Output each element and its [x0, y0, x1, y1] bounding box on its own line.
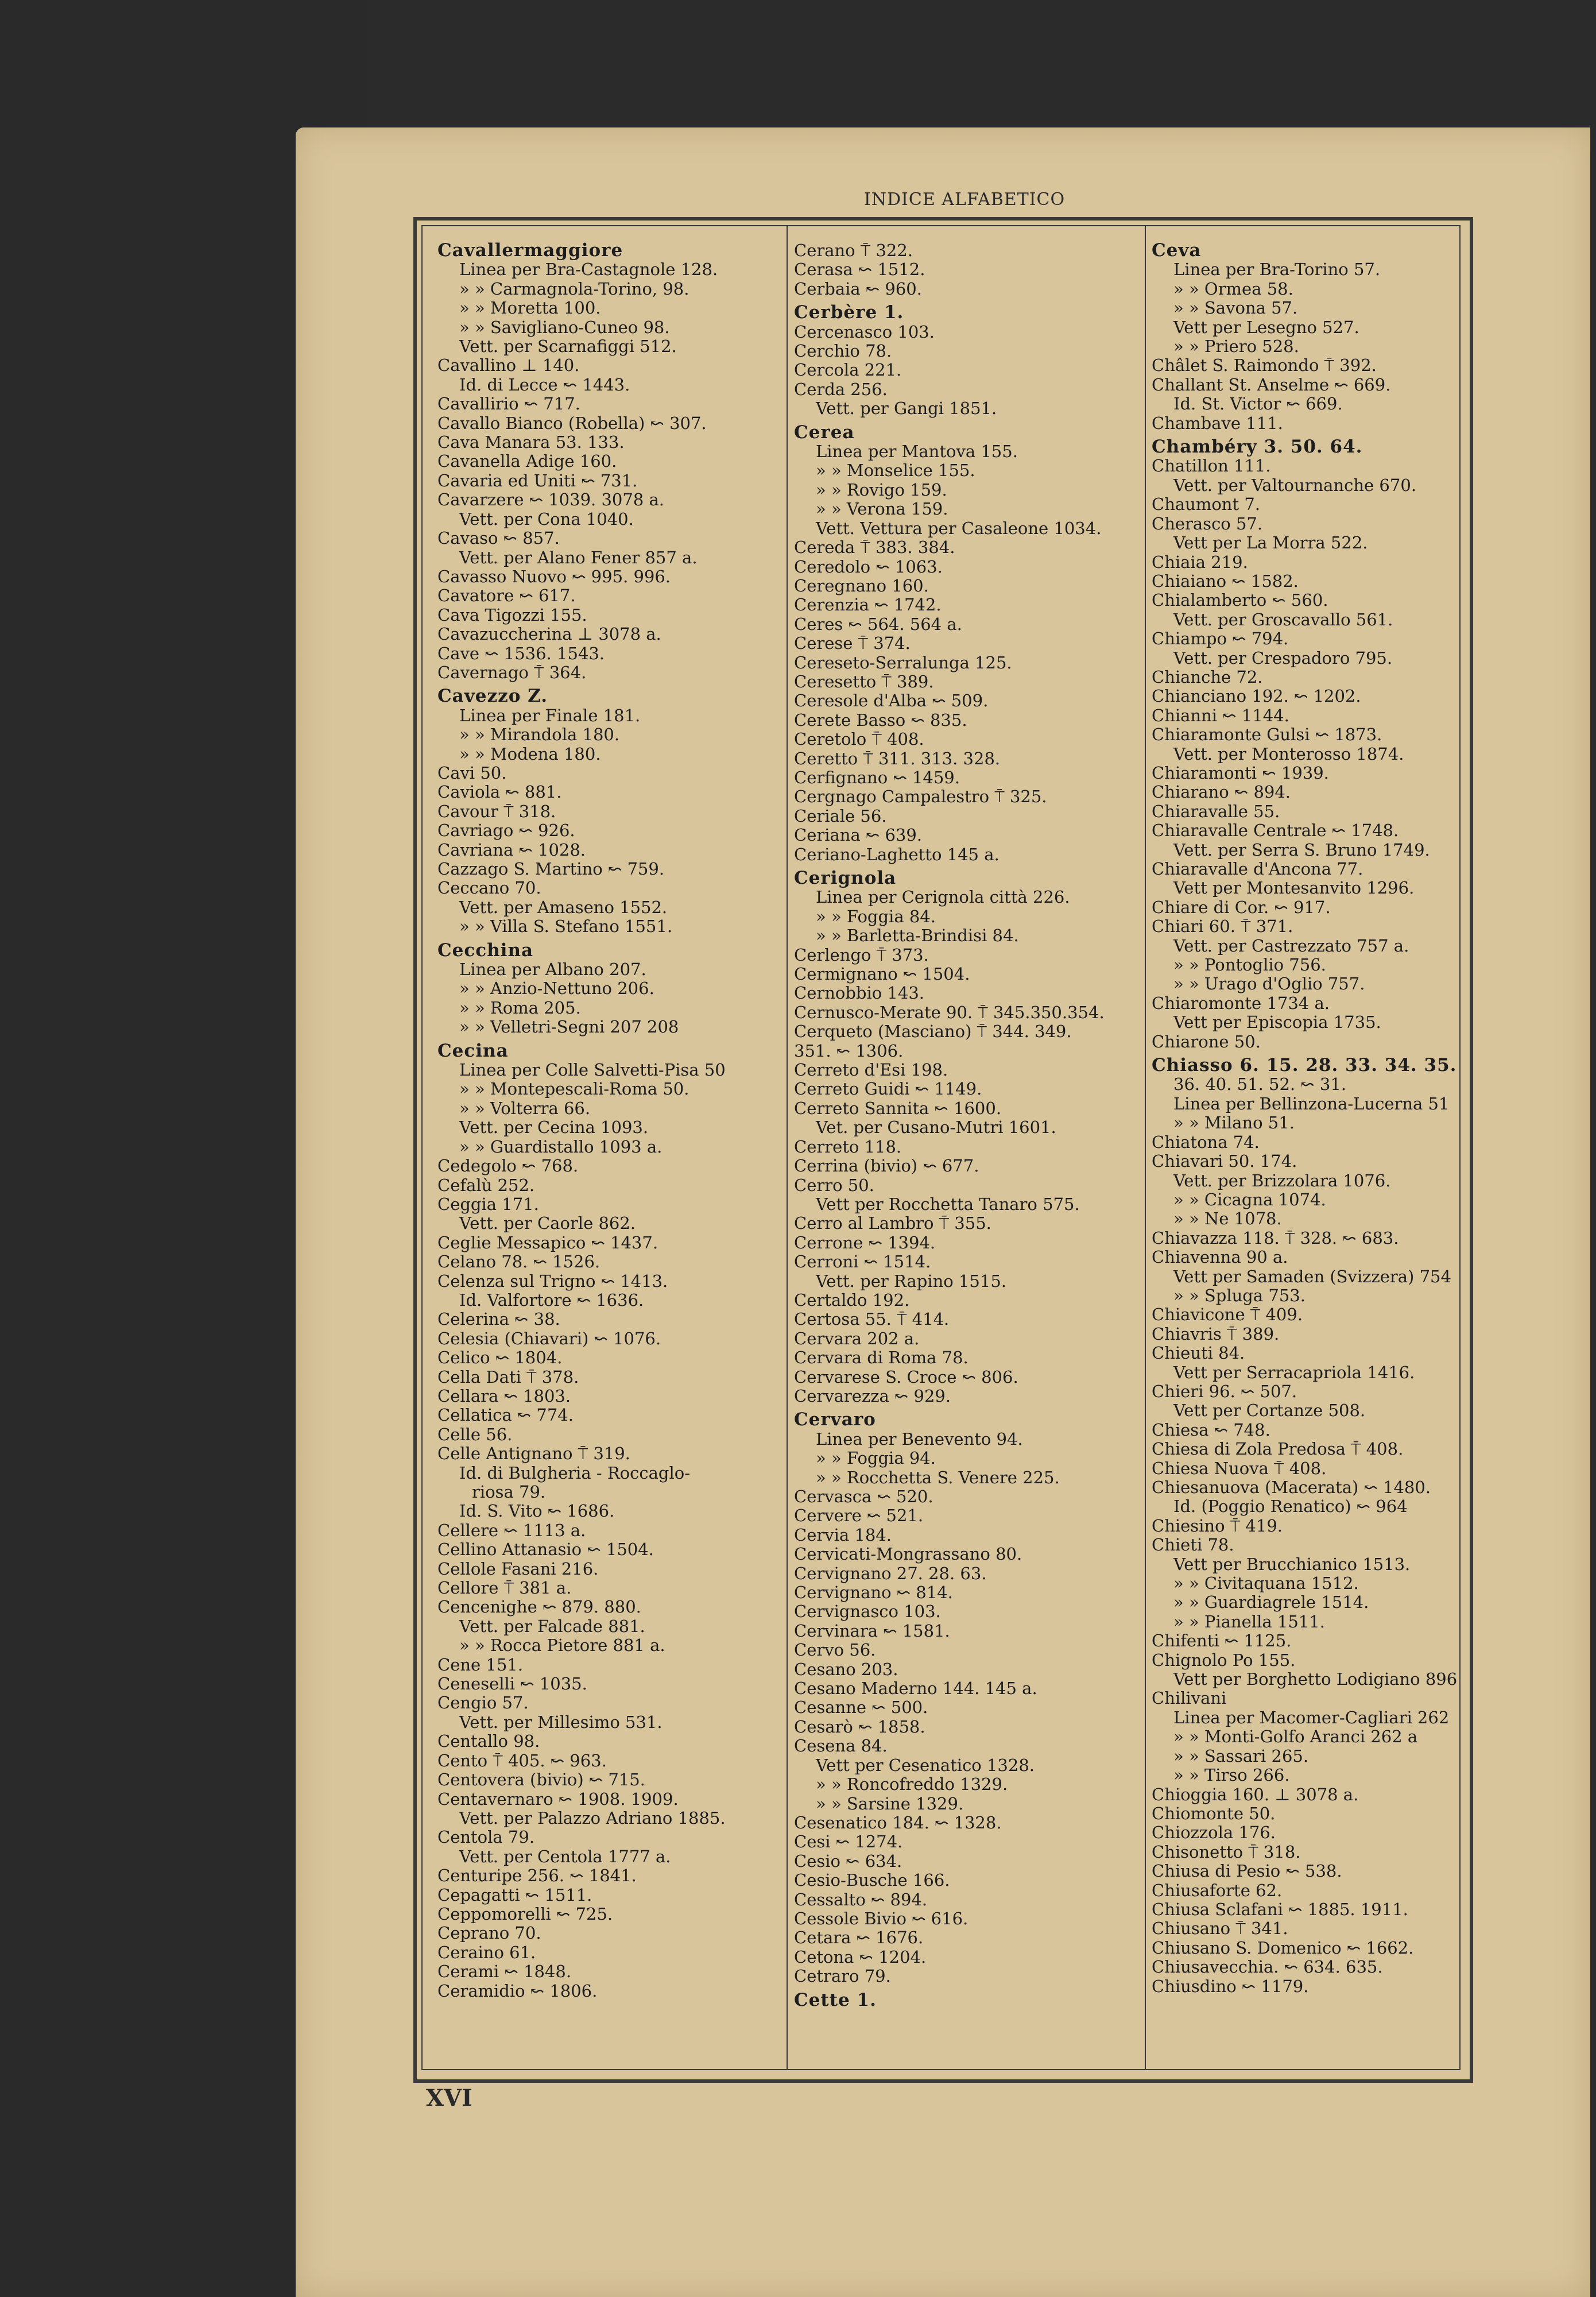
index-entry: Vett. per Centola 1777 a.: [459, 1847, 671, 1866]
index-entry: Cerasa ↜ 1512.: [794, 260, 925, 280]
index-entry: Cellino Attanasio ↜ 1504.: [437, 1540, 654, 1560]
index-entry: Centovera (bivio) ↜ 715.: [437, 1770, 645, 1790]
index-entry: Cesano 203.: [794, 1660, 898, 1679]
index-entry: Celerina ↜ 38.: [437, 1310, 560, 1329]
index-entry: Vett. per Monterosso 1874.: [1173, 744, 1404, 764]
index-entry: » » Foggia 84.: [816, 907, 936, 926]
index-entry: Cava Tigozzi 155.: [437, 605, 587, 625]
index-entry: » » Cicagna 1074.: [1173, 1190, 1326, 1209]
page-header: INDICE ALFABETICO: [863, 190, 1066, 210]
index-entry: Cavaso ↜ 857.: [437, 529, 560, 548]
index-entry: Centavernaro ↜ 1908. 1909.: [437, 1789, 679, 1809]
index-entry: Cavernago ⍑ 364.: [437, 663, 587, 682]
index-entry: Cermignano ↜ 1504.: [794, 965, 970, 984]
index-entry: Cavallino ⊥ 140.: [437, 356, 580, 376]
index-entry: » » Foggia 94.: [816, 1449, 936, 1468]
index-entry: » » Velletri-Segni 207 208: [459, 1018, 679, 1037]
index-entry: » » Guardiagrele 1514.: [1173, 1593, 1369, 1612]
index-entry: » » Ormea 58.: [1173, 279, 1293, 299]
index-entry: 351. ↜ 1306.: [794, 1041, 904, 1061]
index-entry: Chiavenna 90 a.: [1152, 1248, 1288, 1267]
index-entry: Cerro 50.: [794, 1175, 874, 1195]
index-entry: Vett. per Valtournanche 670.: [1173, 475, 1417, 495]
index-entry: Cavanella Adige 160.: [437, 452, 617, 471]
index-entry: Chialamberto ↜ 560.: [1152, 591, 1328, 610]
index-entry: Vett per Serracapriola 1416.: [1173, 1363, 1415, 1382]
index-entry: Id. Valfortore ↜ 1636.: [459, 1290, 644, 1310]
index-entry: Ceriale 56.: [794, 806, 887, 826]
index-entry: Chiesa di Zola Predosa ⍑ 408.: [1152, 1440, 1404, 1459]
index-entry: Cervignano ↜ 814.: [794, 1583, 953, 1603]
index-entry: » » Spluga 753.: [1173, 1286, 1306, 1305]
index-entry: Vett per Montesanvito 1296.: [1173, 879, 1415, 898]
index-entry: Ceramidio ↜ 1806.: [437, 1981, 598, 2001]
index-entry: Vett. per Caorle 862.: [459, 1214, 636, 1233]
index-entry: Cerami ↜ 1848.: [437, 1962, 572, 1982]
index-entry: Cesena 84.: [794, 1737, 888, 1756]
index-entry: Id. S. Vito ↜ 1686.: [459, 1502, 615, 1521]
index-entry: Cetona ↜ 1204.: [794, 1947, 927, 1967]
index-entry: Cervinara ↜ 1581.: [794, 1621, 950, 1641]
index-entry: Cereda ⍑ 383. 384.: [794, 538, 955, 558]
index-entry: Chiaromonte 1734 a.: [1152, 993, 1330, 1013]
index-heading: Cervaro: [794, 1410, 876, 1430]
index-entry: » » Moretta 100.: [459, 299, 601, 318]
index-entry: Chieti 78.: [1152, 1536, 1234, 1555]
index-entry: Celesia (Chiavari) ↜ 1076.: [437, 1329, 661, 1348]
index-entry: Cesenatico 184. ↜ 1328.: [794, 1813, 1002, 1832]
index-entry: Linea per Macomer-Cagliari 262: [1173, 1708, 1450, 1727]
index-entry: Chieuti 84.: [1152, 1344, 1245, 1363]
index-entry: Chiaravalle d'Ancona 77.: [1152, 860, 1363, 879]
index-entry: Chiavari 50. 174.: [1152, 1152, 1297, 1171]
index-entry: Celenza sul Trigno ↜ 1413.: [437, 1271, 668, 1291]
index-entry: Cavour ⍑ 318.: [437, 802, 556, 821]
index-entry: Chilivani: [1152, 1689, 1227, 1708]
index-entry: Cavriago ↜ 926.: [437, 821, 575, 841]
index-entry: » » Sassari 265.: [1173, 1746, 1309, 1766]
index-entry: Chiaravalle Centrale ↜ 1748.: [1152, 821, 1399, 841]
index-heading: Cerignola: [794, 869, 897, 888]
index-entry: » » Volterra 66.: [459, 1099, 591, 1118]
index-entry: Ceriano-Laghetto 145 a.: [794, 845, 1000, 864]
index-entry: Vett per Samaden (Svizzera) 754: [1173, 1267, 1451, 1286]
index-entry: Vett per Cesenatico 1328.: [816, 1755, 1035, 1775]
index-entry: Cavarzere ↜ 1039. 3078 a.: [437, 490, 664, 510]
index-entry: Vett. per Alano Fener 857 a.: [459, 548, 698, 567]
index-entry: Ceresetto ⍑ 389.: [794, 672, 934, 691]
index-entry: Vett. per Serra S. Bruno 1749.: [1173, 840, 1430, 860]
index-entry: Cereseto-Serralunga 125.: [794, 653, 1012, 672]
index-entry: Ceretto ⍑ 311. 313. 328.: [794, 749, 1001, 768]
index-entry: Vett. per Scarnafiggi 512.: [459, 337, 677, 357]
index-entry: Cesio ↜ 634.: [794, 1851, 902, 1871]
index-entry: » » Verona 159.: [816, 500, 948, 519]
index-entry: Chioggia 160. ⊥ 3078 a.: [1152, 1785, 1359, 1804]
index-entry: Cesano Maderno 144. 145 a.: [794, 1679, 1037, 1699]
index-column-3: [1152, 241, 1490, 2056]
index-entry: Vett per Brucchianico 1513.: [1173, 1554, 1411, 1574]
index-entry: Chaumont 7.: [1152, 495, 1261, 515]
index-entry: Linea per Albano 207.: [459, 960, 646, 980]
index-entry: Chisonetto ⍑ 318.: [1152, 1842, 1301, 1862]
index-entry: Chiozzola 176.: [1152, 1823, 1276, 1843]
index-entry: » » Civitaquana 1512.: [1173, 1574, 1359, 1594]
index-entry: Cesanne ↜ 500.: [794, 1698, 928, 1718]
index-entry: riosa 79.: [472, 1483, 546, 1502]
index-entry: Cervarese S. Croce ↜ 806.: [794, 1367, 1018, 1387]
index-entry: Ceprano 70.: [437, 1924, 541, 1943]
index-entry: Ceppomorelli ↜ 725.: [437, 1904, 613, 1924]
index-entry: Cervara 202 a.: [794, 1329, 920, 1348]
index-entry: Linea per Bra-Castagnole 128.: [459, 260, 718, 280]
index-entry: Cellatica ↜ 774.: [437, 1406, 574, 1425]
index-entry: Celle 56.: [437, 1425, 513, 1444]
index-entry: Chiesa ↜ 748.: [1152, 1420, 1270, 1440]
index-entry: Chiusa Sclafani ↜ 1885. 1911.: [1152, 1900, 1408, 1919]
index-heading: Cecchina: [437, 941, 534, 961]
index-entry: Cerete Basso ↜ 835.: [794, 710, 967, 730]
index-entry: Cellore ⍑ 381 a.: [437, 1579, 572, 1598]
index-entry: Chiatona 74.: [1152, 1132, 1260, 1152]
index-entry: Centallo 98.: [437, 1732, 540, 1751]
index-entry: Cava Manara 53. 133.: [437, 433, 625, 453]
index-entry: Ceccano 70.: [437, 879, 541, 898]
index-entry: Linea per Finale 181.: [459, 706, 641, 725]
index-heading: Cerea: [794, 423, 855, 443]
index-heading: Cecina: [437, 1041, 509, 1061]
index-entry: Chiusano S. Domenico ↜ 1662.: [1152, 1938, 1414, 1958]
index-entry: Cherasco 57.: [1152, 514, 1263, 533]
index-entry: Chiusano ⍑ 341.: [1152, 1919, 1288, 1939]
index-heading: Cavallermaggiore: [437, 241, 623, 261]
index-entry: Vett. per Cona 1040.: [459, 509, 634, 529]
page-number: XVI: [426, 2085, 472, 2112]
index-entry: Ceneselli ↜ 1035.: [437, 1675, 587, 1694]
index-entry: » » Barletta-Brindisi 84.: [816, 926, 1019, 946]
index-entry: Cepagatti ↜ 1511.: [437, 1885, 592, 1905]
index-heading: Cerbère 1.: [794, 303, 904, 323]
index-entry: Ceggia 171.: [437, 1194, 539, 1214]
index-entry: Cernobbio 143.: [794, 984, 925, 1003]
index-entry: Cerfignano ↜ 1459.: [794, 768, 960, 787]
index-entry: Cerda 256.: [794, 380, 888, 399]
index-entry: Id. di Lecce ↜ 1443.: [459, 375, 630, 395]
index-entry: Cervasca ↜ 520.: [794, 1487, 933, 1506]
index-entry: Cercola 221.: [794, 361, 902, 380]
index-entry: Cavriana ↜ 1028.: [437, 840, 586, 860]
index-entry: Chiaramonti ↜ 1939.: [1152, 763, 1329, 783]
index-entry: Cervicati-Mongrassano 80.: [794, 1545, 1022, 1564]
index-heading: Cette 1.: [794, 1990, 877, 2010]
column-divider: [1145, 225, 1146, 2070]
index-entry: Cella Dati ⍑ 378.: [437, 1367, 579, 1387]
index-entry: Linea per Colle Salvetti-Pisa 50: [459, 1061, 726, 1080]
index-entry: » » Ne 1078.: [1173, 1209, 1282, 1229]
index-entry: Cerreto Sannita ↜ 1600.: [794, 1099, 1002, 1118]
index-entry: » » Savona 57.: [1173, 299, 1298, 318]
index-entry: Chiesino ⍑ 419.: [1152, 1516, 1283, 1536]
index-entry: Chianni ↜ 1144.: [1152, 706, 1289, 725]
index-entry: Cavazuccherina ⊥ 3078 a.: [437, 625, 661, 644]
index-entry: Cervarezza ↜ 929.: [794, 1386, 951, 1406]
index-entry: Linea per Benevento 94.: [816, 1429, 1023, 1449]
index-entry: Ceredolo ↜ 1063.: [794, 557, 943, 577]
index-entry: Chifenti ↜ 1125.: [1152, 1631, 1292, 1651]
index-entry: Celle Antignano ⍑ 319.: [437, 1444, 630, 1464]
index-entry: Id. St. Victor ↜ 669.: [1173, 395, 1343, 414]
index-entry: Certaldo 192.: [794, 1290, 910, 1310]
index-entry: Chieri 96. ↜ 507.: [1152, 1382, 1297, 1401]
index-entry: » » Mirandola 180.: [459, 725, 620, 745]
index-entry: » » Milano 51.: [1173, 1113, 1295, 1133]
index-entry: Ceglie Messapico ↜ 1437.: [437, 1233, 658, 1252]
index-entry: Vett. per Crespadoro 795.: [1173, 648, 1393, 668]
index-entry: » » Pontoglio 756.: [1173, 956, 1326, 975]
index-entry: Vett. per Amaseno 1552.: [459, 898, 668, 917]
index-entry: Cervo 56.: [794, 1641, 876, 1660]
index-entry: Chiari 60. ⍑ 371.: [1152, 917, 1293, 937]
index-entry: Chianciano 192. ↜ 1202.: [1152, 687, 1361, 706]
column-divider: [787, 225, 788, 2070]
index-entry: Chiare di Cor. ↜ 917.: [1152, 898, 1331, 917]
index-entry: Cervia 184.: [794, 1525, 892, 1545]
index-entry: » » Tirso 266.: [1173, 1766, 1290, 1785]
index-entry: Cavallirio ↜ 717.: [437, 395, 580, 414]
index-entry: » » Montepescali-Roma 50.: [459, 1080, 689, 1099]
index-entry: » » Rocchetta S. Venere 225.: [816, 1468, 1060, 1487]
index-entry: Chiarone 50.: [1152, 1032, 1261, 1051]
index-entry: Linea per Bellinzona-Lucerna 51: [1173, 1094, 1450, 1113]
index-entry: Cervara di Roma 78.: [794, 1348, 969, 1368]
index-entry: Cervere ↜ 521.: [794, 1506, 924, 1526]
index-entry: » » Anzio-Nettuno 206.: [459, 979, 654, 999]
index-entry: Cernusco-Merate 90. ⍑ 345.350.354.: [794, 1003, 1105, 1022]
index-entry: Linea per Bra-Torino 57.: [1173, 260, 1381, 280]
index-entry: Certosa 55. ⍑ 414.: [794, 1310, 950, 1329]
index-entry: Chiampo ↜ 794.: [1152, 629, 1289, 649]
index-entry: Linea per Mantova 155.: [816, 442, 1018, 462]
index-entry: Vett. per Castrezzato 757 a.: [1173, 936, 1409, 956]
index-entry: Vett. per Brizzolara 1076.: [1173, 1171, 1391, 1190]
index-entry: » » Roncofreddo 1329.: [816, 1775, 1008, 1795]
index-entry: Cetraro 79.: [794, 1967, 891, 1986]
index-entry: Cellole Fasani 216.: [437, 1559, 599, 1579]
index-entry: Centola 79.: [437, 1828, 535, 1847]
index-entry: Chiomonte 50.: [1152, 1804, 1276, 1823]
index-entry: Chatillon 111.: [1152, 457, 1271, 476]
index-entry: Cergnago Campalestro ⍑ 325.: [794, 787, 1047, 807]
index-entry: Ceraino 61.: [437, 1943, 536, 1962]
index-entry: Cento ⍑ 405. ↜ 963.: [437, 1751, 607, 1770]
index-entry: Chiavazza 118. ⍑ 328. ↜ 683.: [1152, 1228, 1399, 1248]
index-entry: Cerreto Guidi ↜ 1149.: [794, 1080, 982, 1099]
index-entry: Cessalto ↜ 894.: [794, 1890, 928, 1909]
index-heading: Chambéry 3. 50. 64.: [1152, 438, 1363, 457]
index-entry: Chignolo Po 155.: [1152, 1650, 1296, 1670]
index-entry: Cesi ↜ 1274.: [794, 1832, 903, 1852]
index-entry: Cessole Bivio ↜ 616.: [794, 1909, 969, 1928]
index-entry: Ceriana ↜ 639.: [794, 826, 923, 845]
index-entry: Cerlengo ⍑ 373.: [794, 945, 929, 965]
index-entry: Cavatore ↜ 617.: [437, 586, 576, 606]
index-entry: Cerro al Lambro ⍑ 355.: [794, 1214, 991, 1233]
index-entry: » » Roma 205.: [459, 998, 581, 1018]
index-entry: Cerbaia ↜ 960.: [794, 279, 922, 299]
index-heading: Chiasso 6. 15. 28. 33. 34. 35.: [1152, 1056, 1457, 1076]
index-column-1: [437, 241, 776, 2056]
index-entry: Centuripe 256. ↜ 1841.: [437, 1866, 637, 1886]
index-entry: Cetara ↜ 1676.: [794, 1928, 924, 1948]
index-entry: Cencenighe ↜ 879. 880.: [437, 1598, 641, 1617]
index-entry: Cefalù 252.: [437, 1175, 535, 1195]
index-entry: Vett. per Rapino 1515.: [816, 1271, 1006, 1291]
index-entry: Vett per Episcopia 1735.: [1173, 1013, 1381, 1033]
index-entry: Chiarano ↜ 894.: [1152, 783, 1291, 802]
index-entry: » » Savigliano-Cuneo 98.: [459, 318, 670, 337]
index-entry: Cerenzia ↜ 1742.: [794, 595, 942, 615]
index-entry: » » Urago d'Oglio 757.: [1173, 975, 1365, 994]
index-entry: » » Villa S. Stefano 1551.: [459, 917, 673, 937]
index-entry: Cerrone ↜ 1394.: [794, 1233, 936, 1252]
index-entry: Chiusavecchia. ↜ 634. 635.: [1152, 1958, 1383, 1977]
index-entry: Vett per Rocchetta Tanaro 575.: [816, 1194, 1080, 1214]
index-entry: Chiesanuova (Macerata) ↜ 1480.: [1152, 1478, 1431, 1497]
index-entry: Chiavris ⍑ 389.: [1152, 1324, 1280, 1344]
index-entry: Cerese ⍑ 374.: [794, 634, 911, 653]
index-entry: Cervignano 27. 28. 63.: [794, 1564, 987, 1583]
index-entry: Celico ↜ 1804.: [437, 1348, 563, 1368]
index-entry: Cesio-Busche 166.: [794, 1871, 950, 1890]
index-entry: Challant St. Anselme ↜ 669.: [1152, 375, 1391, 395]
index-entry: » » Sarsine 1329.: [816, 1794, 964, 1813]
index-entry: Cene 151.: [437, 1655, 523, 1675]
index-entry: Cerchio 78.: [794, 342, 892, 361]
index-entry: Cercenasco 103.: [794, 322, 935, 342]
index-entry: Cavaria ed Uniti ↜ 731.: [437, 471, 638, 490]
index-entry: » » Pianella 1511.: [1173, 1612, 1325, 1631]
index-entry: Cerroni ↜ 1514.: [794, 1252, 931, 1272]
index-entry: 36. 40. 51. 52. ↜ 31.: [1173, 1075, 1346, 1095]
index-entry: Chiaramonte Gulsi ↜ 1873.: [1152, 725, 1382, 745]
index-entry: » » Rocca Pietore 881 a.: [459, 1636, 665, 1656]
index-entry: » » Rovigo 159.: [816, 480, 947, 500]
index-entry: Chiusa di Pesio ↜ 538.: [1152, 1862, 1342, 1881]
index-entry: Chiaiano ↜ 1582.: [1152, 571, 1299, 591]
index-entry: » » Priero 528.: [1173, 337, 1299, 357]
index-entry: Vett. per Cecina 1093.: [459, 1118, 649, 1138]
index-entry: Cerqueto (Masciano) ⍑ 344. 349.: [794, 1022, 1072, 1042]
index-entry: Cavallo Bianco (Robella) ↜ 307.: [437, 413, 707, 433]
index-entry: Id. (Poggio Renatico) ↜ 964: [1173, 1497, 1408, 1517]
index-entry: » » Guardistallo 1093 a.: [459, 1137, 663, 1157]
index-entry: Linea per Cerignola città 226.: [816, 888, 1070, 907]
index-entry: Chiaia 219.: [1152, 552, 1248, 572]
index-entry: Vett per Lesegno 527.: [1173, 318, 1359, 337]
index-entry: Chiavicone ⍑ 409.: [1152, 1305, 1303, 1325]
index-entry: Vett per Borghetto Lodigiano 896: [1173, 1670, 1458, 1689]
index-entry: » » Monti-Golfo Aranci 262 a: [1173, 1727, 1418, 1747]
index-entry: Vett. Vettura per Casaleone 1034.: [816, 519, 1102, 538]
index-entry: Vet. per Cusano-Mutri 1601.: [816, 1118, 1056, 1138]
index-heading: Cavezzo Z.: [437, 687, 548, 706]
index-entry: Chiesa Nuova ⍑ 408.: [1152, 1459, 1327, 1478]
index-entry: Vett. per Millesimo 531.: [459, 1712, 663, 1732]
index-entry: Cazzago S. Martino ↜ 759.: [437, 860, 665, 879]
index-entry: Ceretolo ⍑ 408.: [794, 730, 924, 749]
index-heading: Ceva: [1152, 241, 1202, 261]
index-entry: Vett. per Gangi 1851.: [816, 399, 997, 419]
index-entry: Vett. per Palazzo Adriano 1885.: [459, 1808, 726, 1828]
index-entry: Ceregnano 160.: [794, 576, 929, 595]
index-entry: Chambave 111.: [1152, 413, 1283, 433]
index-entry: Cellara ↜ 1803.: [437, 1386, 571, 1406]
index-entry: Ceres ↜ 564. 564 a.: [794, 614, 962, 634]
index-entry: Id. di Bulgheria - Roccaglo-: [459, 1463, 691, 1483]
index-entry: Ceresole d'Alba ↜ 509.: [794, 691, 989, 711]
index-entry: Vett per La Morra 522.: [1173, 533, 1368, 553]
index-entry: Cavasso Nuovo ↜ 995. 996.: [437, 567, 671, 586]
index-entry: Châlet S. Raimondo ⍑ 392.: [1152, 356, 1377, 376]
index-entry: Caviola ↜ 881.: [437, 783, 562, 802]
index-entry: Cellere ↜ 1113 a.: [437, 1521, 586, 1540]
index-entry: Chiaravalle 55.: [1152, 802, 1280, 821]
index-entry: Chianche 72.: [1152, 667, 1263, 687]
index-column-2: [794, 241, 1133, 2056]
index-entry: Vett per Cortanze 508.: [1173, 1401, 1366, 1421]
index-entry: » » Modena 180.: [459, 744, 601, 764]
index-entry: Cervignasco 103.: [794, 1602, 941, 1622]
index-entry: Cesarò ↜ 1858.: [794, 1717, 925, 1737]
index-entry: Cengio 57.: [437, 1693, 529, 1713]
index-entry: Chiusdino ↜ 1179.: [1152, 1977, 1309, 1996]
index-entry: Cerano ⍑ 322.: [794, 241, 913, 260]
index-entry: » » Monselice 155.: [816, 461, 975, 481]
index-entry: Cerreto 118.: [794, 1137, 902, 1157]
index-entry: Celano 78. ↜ 1526.: [437, 1252, 601, 1272]
index-entry: Cedegolo ↜ 768.: [437, 1157, 579, 1176]
index-entry: Vett. per Groscavallo 561.: [1173, 610, 1393, 629]
index-entry: Vett. per Falcade 881.: [459, 1617, 645, 1636]
index-entry: Cerrina (bivio) ↜ 677.: [794, 1157, 979, 1176]
index-entry: Chiusaforte 62.: [1152, 1881, 1283, 1900]
index-entry: Cave ↜ 1536. 1543.: [437, 644, 605, 663]
index-entry: Cavi 50.: [437, 763, 507, 783]
index-entry: » » Carmagnola-Torino, 98.: [459, 279, 689, 299]
index-entry: Cerreto d'Esi 198.: [794, 1061, 948, 1080]
